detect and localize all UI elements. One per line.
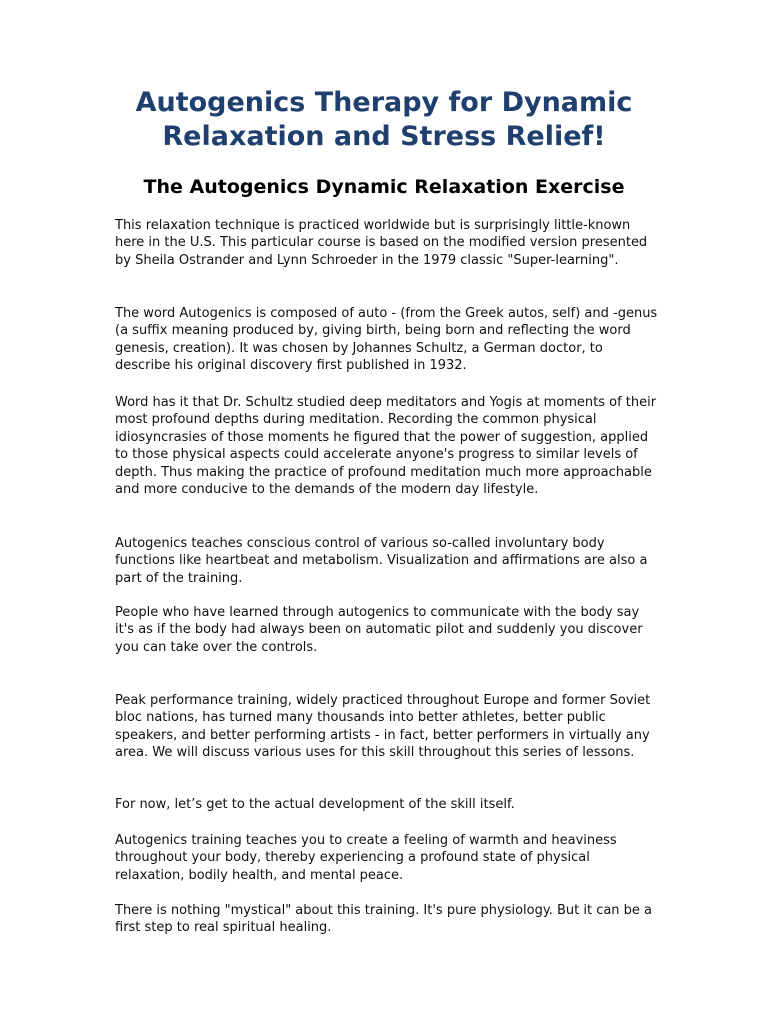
paragraph-schultz: Word has it that Dr. Schultz studied deep meditators and Yogis at moments of their most profound depths during meditation. Recording the common physical idiosyncrasies of those moments he figured that the power of suggestion, applied to those physical aspects could accelerate anyone's progress to similar levels of depth. Thus making the practice of profound meditation much more approachable and more conducive to the demands of the modern day lifestyle. xyxy=(115,395,657,498)
document-subtitle: The Autogenics Dynamic Relaxation Exercise xyxy=(143,176,625,198)
paragraph-peak-performance: Peak performance training, widely practiced throughout Europe and former Soviet bloc nations, has turned many thousands into better athletes, better public speakers, and better performing artists - in fact, better performers in virtually any area. We will discuss various uses for this skill throughout this series of lessons. xyxy=(115,693,651,761)
paragraph-intro: This relaxation technique is practiced worldwide but is surprisingly little-known here in the U.S. This particular course is based on the modified version presented by Sheila Ostrander and Lynn Schroeder in the 1979 classic "Super-learning". xyxy=(115,218,648,268)
paragraph-for-now: For now, let’s get to the actual development of the skill itself. xyxy=(115,797,515,812)
paragraph-etymology: The word Autogenics is composed of auto - (from the Greek autos, self) and -genus (a suffix meaning produced by, giving birth, being born and reflecting the word genesis, creation). It was chosen by Johannes Schultz, a German doctor, to describe his original discovery first published in 1932. xyxy=(115,306,658,374)
paragraph-communicate: People who have learned through autogenics to communicate with the body say it's as if the body had always been on automatic pilot and suddenly you discover you can take over the controls. xyxy=(115,605,643,655)
paragraph-mystical: There is nothing "mystical" about this training. It's pure physiology. But it can be a first step to real spiritual healing. xyxy=(115,903,653,936)
paragraph-control: Autogenics teaches conscious control of various so-called involuntary body functions like heartbeat and metabolism. Visualization and affirmations are also a part of the training. xyxy=(115,536,648,586)
paragraph-training: Autogenics training teaches you to create a feeling of warmth and heaviness throughout your body, thereby experiencing a profound state of physical relaxation, bodily health, and mental peace. xyxy=(115,833,617,883)
document-title: Autogenics Therapy for Dynamic Relaxation and Stress Relief! xyxy=(135,87,633,152)
